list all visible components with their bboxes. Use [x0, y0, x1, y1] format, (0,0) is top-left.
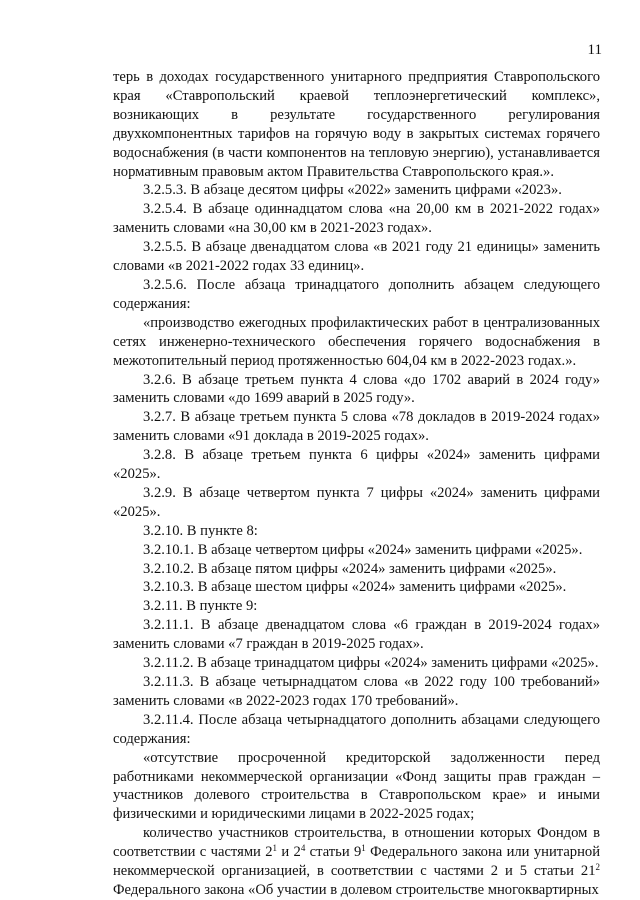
paragraph: 3.2.8. В абзаце третьем пункта 6 цифры «2024» заменить цифрами «2025».: [113, 447, 600, 483]
paragraph: 3.2.10.2. В абзаце пятом цифры «2024» заменить цифрами «2025».: [143, 560, 557, 577]
paragraph: «отсутствие просроченной кредиторской задолженности перед работниками некоммерческой организации «Фонд защиты прав граждан – участников долевого строительства в Ставропольском крае» и иными физическими и юридическими лицами в 2022-2025 годах;: [113, 749, 600, 823]
document-body: [113, 68, 600, 900]
paragraph-last: [113, 824, 600, 900]
paragraph: 3.2.10.1. В абзаце четвертом цифры «2024» заменить цифрами «2025».: [143, 541, 583, 558]
text-run: Федерального закона «Об участии в долевом строительстве многоквартирных: [113, 881, 599, 898]
paragraph: 3.2.11.4. После абзаца четырнадцатого дополнить абзацами следующего содержания:: [113, 711, 600, 747]
paragraph: 3.2.10.3. В абзаце шестом цифры «2024» заменить цифрами «2025».: [143, 579, 567, 596]
paragraph: 3.2.11.2. В абзаце тринадцатом цифры «2024» заменить цифрами «2025».: [143, 655, 599, 672]
text-run: статьи 9: [305, 844, 362, 861]
text-run: и 2: [277, 844, 301, 861]
text-run: Федерального закона или унитарной некоммерческой организацией, в соответствии с частями 2 и 5 статьи 21: [113, 844, 601, 880]
text-run: количество участников строительства, в отношении которых Фондом в соответствии с частями 2: [113, 825, 600, 861]
paragraph: 3.2.9. В абзаце четвертом пункта 7 цифры «2024» заменить цифрами «2025».: [113, 484, 600, 520]
paragraph: 3.2.5.5. В абзаце двенадцатом слова «в 2021 году 21 единицы» заменить словами «в 2021-2022 годах 33 единиц».: [113, 239, 600, 275]
paragraph: 3.2.11.3. В абзаце четырнадцатом слова «в 2022 году 100 требований» заменить словами «в 2022-2023 годах 170 требований».: [113, 674, 600, 709]
paragraph: 3.2.5.6. После абзаца тринадцатого дополнить абзацем следующего содержания:: [113, 276, 600, 312]
paragraph: 3.2.5.4. В абзаце одиннадцатом слова «на 20,00 км в 2021-2022 годах» заменить словами «на 30,00 км в 2021-2023 годах».: [113, 201, 600, 237]
superscript: 2: [595, 862, 600, 873]
paragraph: 3.2.7. В абзаце третьем пункта 5 слова «78 докладов в 2019-2024 годах» заменить словами «91 доклада в 2019-2025 годах».: [113, 409, 600, 445]
paragraph: терь в доходах государственного унитарного предприятия Ставропольского края «Ставропольский краевой теплоэнергетический комплекс», возникающих в результате государственного регулирования двухкомпонентных тарифов на горячую воду в закрытых системах горячего водоснабжения (в части компонентов на тепловую энергию), устанавливается нормативным правовым актом Правительства Ставропольского края.».: [113, 69, 600, 180]
paragraph: 3.2.11. В пункте 9:: [143, 598, 258, 615]
superscript: 4: [300, 843, 306, 854]
page-number: 11: [587, 42, 602, 58]
superscript: 1: [361, 843, 366, 854]
paragraph: «производство ежегодных профилактических работ в централизованных сетях инженерно-технического обеспечения горячего водоснабжения в межотопительный период протяженностью 604,04 км в 2022-2023 годах.».: [113, 314, 600, 369]
paragraph: 3.2.11.1. В абзаце двенадцатом слова «6 граждан в 2019-2024 годах» заменить словами «7 граждан в 2019-2025 годах».: [113, 617, 600, 653]
paragraph: 3.2.5.3. В абзаце десятом цифры «2022» заменить цифрами «2023».: [143, 182, 562, 199]
paragraph: 3.2.6. В абзаце третьем пункта 4 слова «до 1702 аварий в 2024 году» заменить словами «до 1699 аварий в 2025 году».: [113, 371, 600, 407]
paragraph: 3.2.10. В пункте 8:: [143, 522, 258, 539]
superscript: 1: [272, 843, 278, 854]
